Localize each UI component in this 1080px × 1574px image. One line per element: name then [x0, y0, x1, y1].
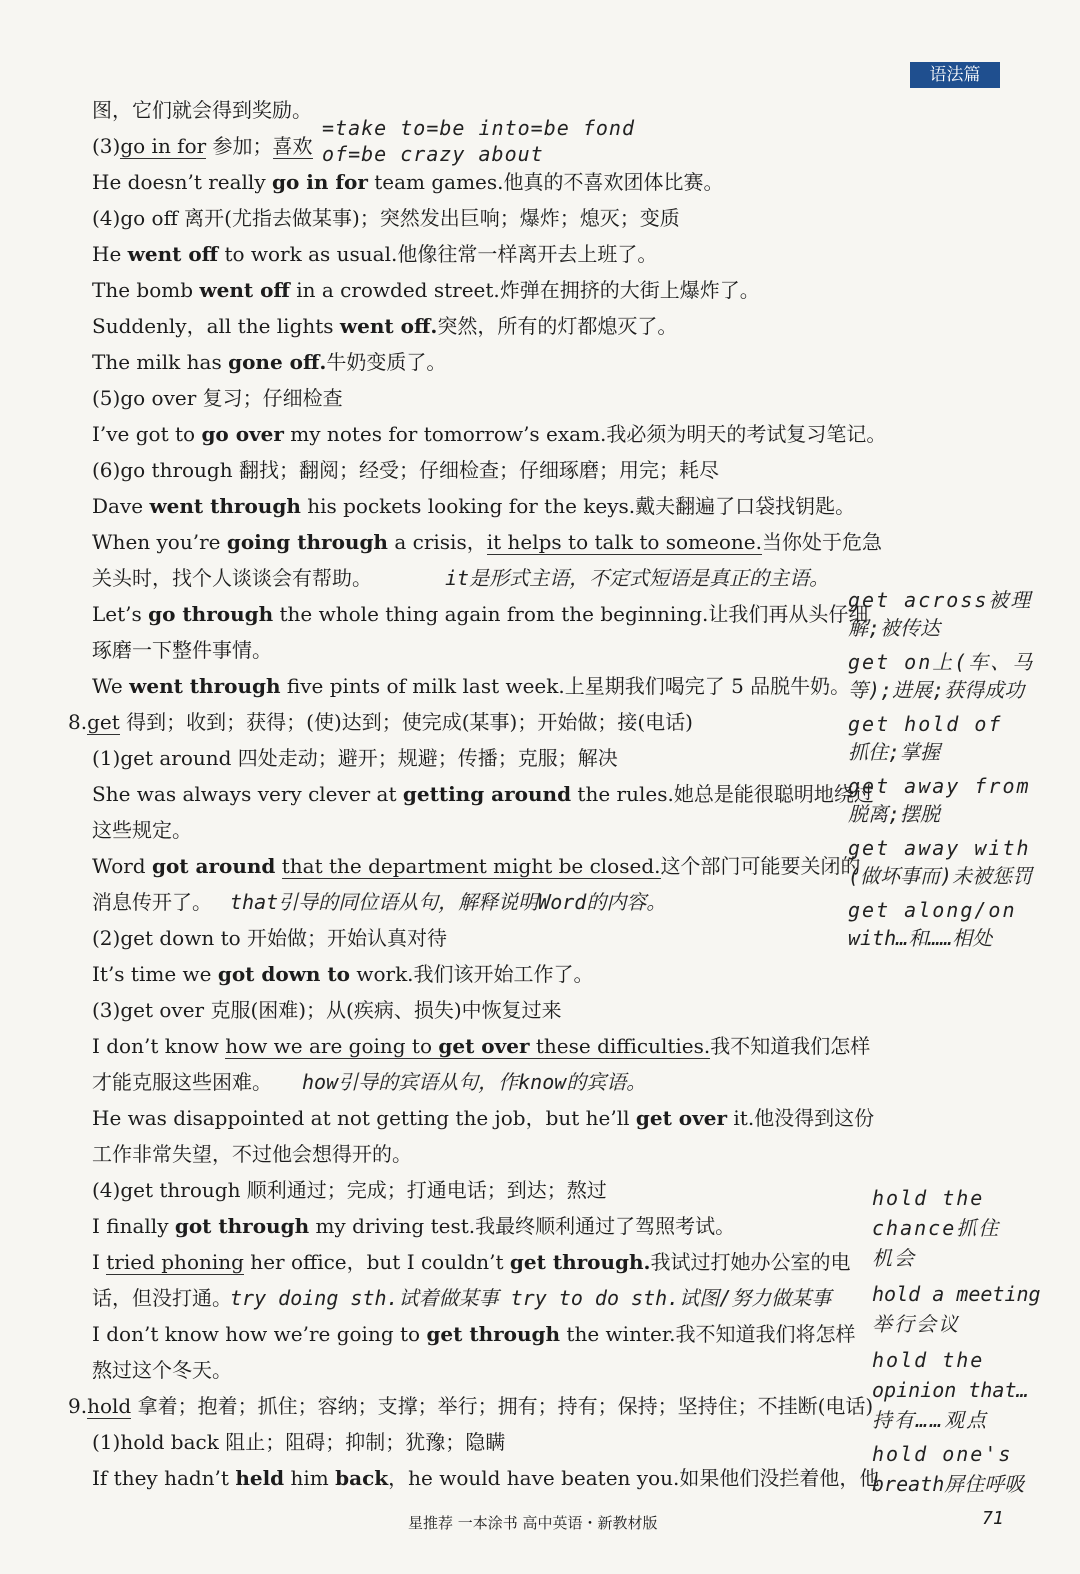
example-sentence: I don’t know how we are going to get over these difficulties.我不知道我们怎样	[92, 1034, 871, 1058]
margin-note: 等);进展;获得成功	[848, 678, 1025, 702]
example-sentence: If they hadn’t held him back，he would have beaten you.如果他们没拦着他，他	[92, 1466, 880, 1490]
entry-go-over: (5)go over 复习；仔细检查	[92, 386, 343, 410]
example-sentence: Let’s go through the whole thing again from the beginning.让我们再从头仔细	[92, 602, 869, 626]
entry-hold-back: (1)hold back 阻止；阻碍；抑制；犹豫；隐瞒	[92, 1430, 506, 1454]
example-sentence: The bomb went off in a crowded street.炸弹在拥挤的大街上爆炸了。	[92, 278, 760, 302]
margin-note: get hold of	[848, 712, 1003, 736]
entry-go-off: (4)go off 离开(尤指去做某事)；突然发出巨响；爆炸；熄灭；变质	[92, 206, 680, 230]
example-sentence: When you’re going through a crisis，it helps to talk to someone.当你处于危急	[92, 530, 882, 554]
margin-note: hold the	[872, 1348, 985, 1372]
margin-note: hold one's	[872, 1442, 1013, 1466]
example-sentence: He was disappointed at not getting the job，but he’ll get over it.他没得到这份	[92, 1106, 875, 1130]
margin-note: 脱离;摆脱	[848, 802, 941, 826]
example-sentence: 这些规定。	[92, 818, 192, 842]
example-sentence: He doesn’t really go in for team games.他真的不喜欢团体比赛。	[92, 170, 724, 194]
margin-note: opinion that…	[872, 1378, 1029, 1402]
example-sentence: She was always very clever at getting around the rules.她总是能很聪明地绕过	[92, 782, 874, 806]
margin-note: get across被理	[848, 588, 1033, 612]
handwritten-note: how引导的宾语从句，作know的宾语。	[302, 1070, 647, 1094]
example-sentence: 关头时，找个人谈谈会有帮助。	[92, 566, 372, 590]
margin-note: get on上(车、马	[848, 650, 1035, 674]
example-sentence: I tried phoning her office，but I couldn’t get through.我试过打她办公室的电	[92, 1250, 851, 1274]
entry-get-through: (4)get through 顺利通过；完成；打通电话；到达；熬过	[92, 1178, 607, 1202]
example-sentence: I’ve got to go over my notes for tomorrow’s exam.我必须为明天的考试复习笔记。	[92, 422, 887, 446]
example-sentence: I don’t know how we’re going to get through the winter.我不知道我们将怎样	[92, 1322, 856, 1346]
margin-note: 持有……观点	[872, 1408, 989, 1432]
margin-note: chance抓住	[872, 1216, 1001, 1240]
section-badge: 语法篇	[910, 62, 1000, 88]
margin-note: hold the	[872, 1186, 985, 1210]
example-sentence: 消息传开了。	[92, 890, 212, 914]
margin-note: get away from	[848, 774, 1031, 798]
handwritten-note: it是形式主语，不定式短语是真正的主语。	[445, 566, 830, 590]
handwritten-note: try doing sth.试着做某事 try to do sth.试图/努力做某事	[230, 1286, 832, 1310]
example-sentence: I finally got through my driving test.我最终顺利通过了驾照考试。	[92, 1214, 736, 1238]
margin-note: 解;被传达	[848, 616, 941, 640]
entry-get-down-to: (2)get down to 开始做；开始认真对待	[92, 926, 447, 950]
example-sentence: Suddenly，all the lights went off.突然，所有的灯都熄灭了。	[92, 314, 678, 338]
entry-get-over: (3)get over 克服(困难)；从(疾病、损失)中恢复过来	[92, 998, 562, 1022]
text-line: 图，它们就会得到奖励。	[92, 98, 312, 122]
example-sentence: The milk has gone off.牛奶变质了。	[92, 350, 447, 374]
margin-note: (做坏事而)未被惩罚	[848, 864, 1033, 888]
handwritten-note: =take to=be into=be fond	[322, 116, 635, 140]
example-sentence: 琢磨一下整件事情。	[92, 638, 272, 662]
handwritten-note: that引导的同位语从句，解释说明Word的内容。	[230, 890, 667, 914]
example-sentence: 话，但没打通。	[92, 1286, 232, 1310]
example-sentence: Dave went through his pockets looking for the keys.戴夫翻遍了口袋找钥匙。	[92, 494, 856, 518]
margin-note: breath屏住呼吸	[872, 1472, 1025, 1496]
margin-note: get away with	[848, 836, 1031, 860]
example-sentence: It’s time we got down to work.我们该开始工作了。	[92, 962, 594, 986]
margin-note: hold a meeting	[872, 1282, 1041, 1306]
entry-get-around: (1)get around 四处走动；避开；规避；传播；克服；解决	[92, 746, 618, 770]
example-sentence: 熬过这个冬天。	[92, 1358, 232, 1382]
margin-note: 机会	[872, 1246, 916, 1270]
entry-hold: 9.hold 拿着；抱着；抓住；容纳；支撑；举行；拥有；持有；保持；坚持住；不挂断(电话)	[68, 1394, 874, 1418]
margin-note: get along/on	[848, 898, 1017, 922]
entry-go-in-for: (3)go in for 参加；喜欢	[92, 134, 313, 158]
margin-note: 举行会议	[872, 1312, 960, 1336]
example-sentence: 才能克服这些困难。	[92, 1070, 272, 1094]
margin-note: 抓住;掌握	[848, 740, 941, 764]
page-number: 71	[982, 1508, 1004, 1529]
page-footer: 星推荐 一本涂书 高中英语・新教材版	[408, 1514, 658, 1532]
margin-note: with…和……相处	[848, 926, 993, 950]
entry-get: 8.get 得到；收到；获得；(使)达到；使完成(某事)；开始做；接(电话)	[68, 710, 693, 734]
handwritten-note: of=be crazy about	[322, 142, 544, 166]
example-sentence: We went through five pints of milk last week.上星期我们喝完了 5 品脱牛奶。	[92, 674, 851, 698]
example-sentence: Word got around that the department might be closed.这个部门可能要关闭的	[92, 854, 861, 878]
example-sentence: He went off to work as usual.他像往常一样离开去上班了。	[92, 242, 658, 266]
entry-go-through: (6)go through 翻找；翻阅；经受；仔细检查；仔细琢磨；用完；耗尽	[92, 458, 719, 482]
example-sentence: 工作非常失望，不过他会想得开的。	[92, 1142, 412, 1166]
